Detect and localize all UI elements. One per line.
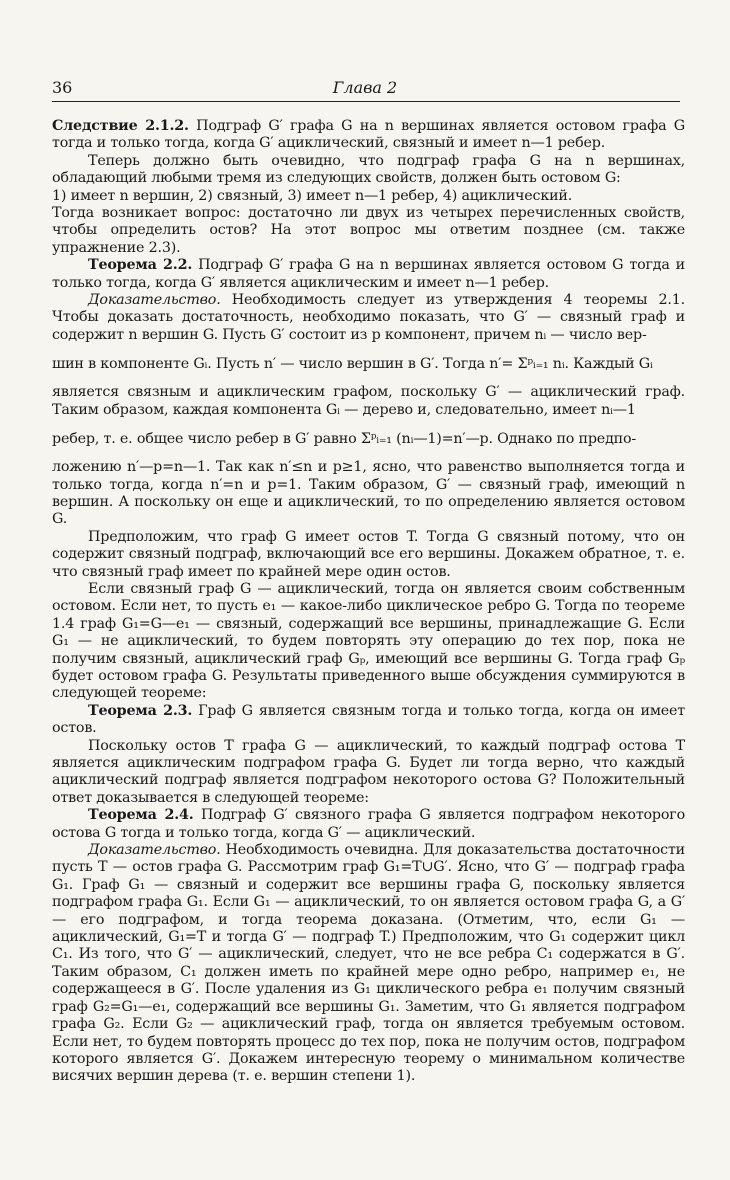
paragraph-text: Поскольку остов T графа G — ациклический, то каждый подграф остова T является ациклическим подграфом графа G. Будет ли тогда верно, что каждый ациклический подграф является подграфом некоторого остова G? Положительный ответ доказывается в следующей теореме: bbox=[52, 737, 685, 806]
paragraph-text: Если связный граф G — ациклический, тогда он является своим собственным остовом. Если нет, то пусть e₁ — какое-либо циклическое ребро G. Тогда по теореме 1.4 граф G₁=G—e₁ — связный, содержащий все вершины, принадлежащие G. Если G₁ — не ациклический, то будем повторять эту операцию до тех пор, пока не получим связный, ациклический граф Gₚ, имеющий все вершины G. Тогда граф Gₚ будет остовом графа G. Результаты приведенного выше обсуждения суммируются в следующей теореме: bbox=[52, 580, 685, 702]
chapter-title: Глава 2 bbox=[332, 78, 398, 97]
paragraph bbox=[52, 205, 685, 257]
paragraph-text: является связным и ациклическим графом, поскольку G′ — ациклический граф. Таким образом, каждая компонента Gᵢ — дерево и, следовательно, имеет nᵢ—1 bbox=[52, 384, 685, 418]
theorem-label: Теорема 2.3. bbox=[88, 702, 193, 719]
paragraph-text: Теперь должно быть очевидно, что подграф графа G на n вершинах, обладающий любыми тремя из следующих свойств, должен быть остовом G: bbox=[52, 152, 685, 187]
formula-line bbox=[52, 419, 685, 459]
paragraph-text: ребер, т. е. общее число ребер в G′ равно Σᵖᵢ₌₁ (nᵢ—1)=n′—p. Однако по предпо- bbox=[52, 431, 637, 448]
paragraph-text: Необходимость очевидна. Для доказательства достаточности пусть T — остов графа G. Рассмотрим граф G₁=T∪G′. Ясно, что G′ — подграф графа G₁. Граф G₁ — связный и содержит все вершины графа G, поскольку является подграфом графа G₁. Если G₁ — ациклический, то он является остовом графа G, а G′ — его подграфом, и тогда теорема доказана. (Отметим, что, если G₁ — ациклический, G₁=T и тогда G′ — подграф T.) Предположим, что G₁ содержит цикл C₁. Из того, что G′ — ациклический, следует, что не все ребра C₁ содержатся в G′. Таким образом, C₁ должен иметь по крайней мере одно ребро, например e₁, не содержащееся в G′. После удаления из G₁ циклического ребра e₁ получим связный граф G₂=G₁—e₁, содержащий все вершины G₁. Заметим, что G₁ является подграфом графа G₂. Если G₂ — ациклический граф, тогда он является требуемым остовом. Если нет, то будем повторять процесс до тех пор, пока не получим остов, подграфом которого является G′. Докажем интересную теорему о минимальном количестве висячих вершин дерева (т. е. вершин степени 1). bbox=[52, 842, 685, 1085]
theorem-2-4 bbox=[52, 807, 685, 842]
paragraph bbox=[52, 738, 685, 808]
paragraph-text: Подграф G′ графа G на n вершинах является остовом G тогда и только тогда, когда G′ является ациклическим и имеет n—1 ребер. bbox=[52, 257, 685, 291]
page-body bbox=[52, 118, 685, 1086]
paragraph-text: Подграф G′ графа G на n вершинах является остовом графа G тогда и только тогда, когда G′ ациклический, связный и имеет n—1 ребер. bbox=[52, 118, 685, 152]
paragraph-text: ложению n′—p=n—1. Так как n′≤n и p≥1, ясно, что равенство выполняется тогда и только тогда, когда n′=n и p=1. Таким образом, G′ — связный граф, имеющий n вершин. А поскольку он еще и ациклический, то по определению является остовом G. bbox=[52, 459, 685, 528]
header-rule bbox=[52, 101, 680, 102]
paragraph-text: шин в компоненте Gᵢ. Пусть n′ — число вершин в G′. Тогда n′= Σᵖᵢ₌₁ nᵢ. Каждый Gᵢ bbox=[52, 356, 653, 373]
paragraph bbox=[52, 581, 685, 703]
proof-2-2 bbox=[52, 292, 685, 344]
paragraph bbox=[52, 529, 685, 581]
corollary-label: Следствие 2.1.2. bbox=[52, 118, 189, 134]
theorem-2-2 bbox=[52, 257, 685, 292]
paragraph-text: Необходимость следует из утверждения 4 теоремы 2.1. Чтобы доказать достаточность, необходимо показать, что G′ — связный граф и содержит n вершин G. Пусть G′ состоит из p компонент, причем nᵢ — число вер- bbox=[52, 292, 685, 343]
formula-line bbox=[52, 344, 685, 384]
proof-label: Доказательство. bbox=[88, 292, 221, 309]
paragraph-text: Предположим, что граф G имеет остов T. Тогда G связный потому, что он содержит связный подграф, включающий все его вершины. Докажем обратное, т. е. что связный граф имеет по крайней мере один остов. bbox=[52, 528, 685, 580]
paragraph-text: Тогда возникает вопрос: достаточно ли двух из четырех перечисленных свойств, чтобы определить остов? На этот вопрос мы ответим позднее (см. также упражнение 2.3). bbox=[52, 205, 685, 256]
running-head bbox=[52, 78, 678, 100]
paragraph-text: Граф G является связным тогда и только тогда, когда он имеет остов. bbox=[52, 702, 686, 737]
theorem-label: Теорема 2.4. bbox=[88, 807, 194, 824]
corollary-2-1-2 bbox=[52, 118, 685, 153]
properties-list bbox=[52, 188, 685, 205]
paragraph bbox=[52, 153, 685, 188]
proof-2-4 bbox=[52, 842, 685, 1086]
proof-label: Доказательство. bbox=[88, 842, 221, 859]
paragraph bbox=[52, 384, 685, 419]
theorem-2-3 bbox=[52, 703, 685, 738]
paragraph-text: 1) имеет n вершин, 2) связный, 3) имеет n—1 ребер, 4) ациклический. bbox=[52, 187, 573, 204]
paragraph-text: Подграф G′ связного графа G является подграфом некоторого остова G тогда и только тогда, когда G′ — ациклический. bbox=[52, 807, 685, 841]
paragraph bbox=[52, 459, 685, 529]
page-number: 36 bbox=[52, 78, 73, 97]
theorem-label: Теорема 2.2. bbox=[88, 257, 193, 274]
